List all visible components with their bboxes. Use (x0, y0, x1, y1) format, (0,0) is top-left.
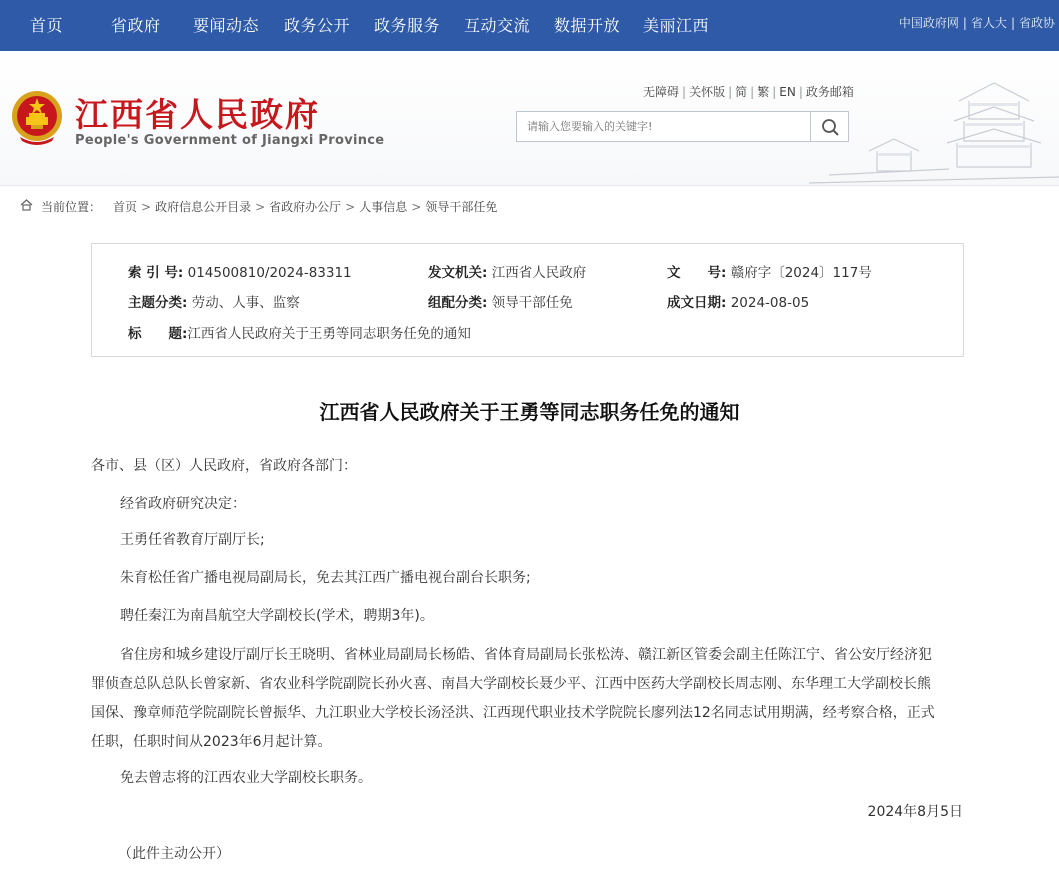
link-accessibility[interactable]: 无障碍 (643, 85, 680, 99)
paragraph-appointment-2: 朱育松任省广播电视局副局长，免去其江西广播电视台副台长职务; (120, 570, 531, 586)
disclosure-note: （此件主动公开） (118, 846, 230, 862)
breadcrumb-separator: > (345, 200, 356, 214)
link-separator: | (798, 85, 803, 99)
breadcrumb-appointments[interactable]: 领导干部任免 (425, 200, 498, 214)
search-field (516, 111, 811, 142)
nav-item-news[interactable]: 要闻动态 (193, 16, 260, 35)
paragraph-probation-completion (91, 641, 964, 757)
external-links (899, 0, 1055, 51)
paragraph-appointment-3: 聘任秦江为南昌航空大学副校长(学术，聘期3年)。 (120, 608, 434, 624)
meta-topic-category: 主题分类: 劳动、人事、监察 (128, 295, 300, 311)
breadcrumb (0, 185, 1059, 225)
breadcrumb-label: 当前位置： (41, 200, 102, 214)
link-china-gov[interactable]: 中国政府网 (898, 16, 959, 30)
paragraph-removal: 免去曾志将的江西农业大学副校长职务。 (120, 770, 372, 786)
breadcrumb-separator: > (255, 200, 266, 214)
link-separator: | (1010, 16, 1015, 30)
link-simplified[interactable]: 简 (735, 85, 748, 99)
paragraph-appointment-1: 王勇任省教育厅副厅长; (120, 532, 265, 548)
link-english[interactable]: EN (779, 85, 796, 99)
breadcrumb-separator: > (141, 200, 152, 214)
document-title: 江西省人民政府关于王勇等同志职务任免的通知 (319, 400, 740, 424)
link-separator: | (682, 85, 687, 99)
national-emblem-icon (10, 89, 64, 147)
link-provincial-congress[interactable]: 省人大 (970, 16, 1007, 30)
site-header (0, 51, 1059, 185)
paragraph-line: 国保、豫章师范学院副院长曾振华、九江职业大学校长汤泾洪、江西现代职业技术学院院长廖列法12名同志试用期满，经考察合格，正式 (91, 705, 935, 721)
nav-item-interaction[interactable]: 互动交流 (464, 16, 531, 35)
salutation: 各市、县（区）人民政府，省政府各部门： (91, 458, 357, 474)
nav-item-gov-affairs-open[interactable]: 政务公开 (284, 16, 351, 35)
meta-written-date: 成文日期: 2024-08-05 (667, 295, 810, 311)
meta-index-number: 索 引 号: 014500810/2024-83311 (128, 265, 352, 281)
paragraph-line: 任职，任职时间从2023年6月起计算。 (91, 734, 332, 750)
link-gov-mailbox[interactable]: 政务邮箱 (805, 85, 854, 99)
meta-issuing-authority: 发文机关: 江西省人民政府 (428, 265, 587, 281)
link-traditional[interactable]: 繁 (757, 85, 770, 99)
tengwang-pavilion-illustration (809, 71, 1059, 185)
breadcrumb-home[interactable]: 首页 (113, 200, 138, 214)
breadcrumb-general-office[interactable]: 省政府办公厅 (269, 200, 342, 214)
site-subtitle-en: People's Government of Jiangxi Province (75, 133, 385, 148)
document-date: 2024年8月5日 (867, 804, 963, 820)
breadcrumb-info-catalog[interactable]: 政府信息公开目录 (155, 200, 252, 214)
paragraph-line: 省住房和城乡建设厅副厅长王晓明、省林业局副局长杨皓、省体育局副局长张松涛、赣江新区管委会副主任陈江宁、省公安厅经济犯 (120, 647, 932, 663)
link-provincial-cppcc[interactable]: 省政协 (1018, 16, 1055, 30)
link-separator: | (772, 85, 777, 99)
breadcrumb-separator: > (411, 200, 422, 214)
site-title[interactable]: 江西省人民政府 (75, 95, 320, 134)
breadcrumb-personnel-info[interactable]: 人事信息 (359, 200, 408, 214)
meta-title: 标 题:江西省人民政府关于王勇等同志职务任免的通知 (128, 326, 471, 342)
nav-item-beautiful-jiangxi[interactable]: 美丽江西 (643, 16, 710, 35)
nav-item-home[interactable]: 首页 (30, 16, 64, 35)
link-separator: | (750, 85, 755, 99)
document-metadata-box (91, 243, 964, 357)
link-separator: | (962, 16, 967, 30)
search-input[interactable] (517, 112, 810, 141)
location-icon (20, 199, 33, 211)
meta-assembly-category: 组配分类: 领导干部任免 (428, 295, 573, 311)
nav-item-provincial-government[interactable]: 省政府 (111, 16, 161, 35)
paragraph-decision: 经省政府研究决定： (120, 496, 246, 512)
nav-item-gov-services[interactable]: 政务服务 (374, 16, 441, 35)
link-separator: | (728, 85, 733, 99)
top-nav-bar (0, 0, 1059, 51)
meta-document-number: 文 号: 赣府字〔2024〕117号 (667, 265, 872, 281)
paragraph-line: 罪侦查总队总队长曾家新、省农业科学院副院长孙火喜、南昌大学副校长聂少平、江西中医药大学副校长周志刚、东华理工大学副校长熊 (91, 676, 931, 692)
link-care-version[interactable]: 关怀版 (689, 85, 726, 99)
nav-item-open-data[interactable]: 数据开放 (554, 16, 621, 35)
